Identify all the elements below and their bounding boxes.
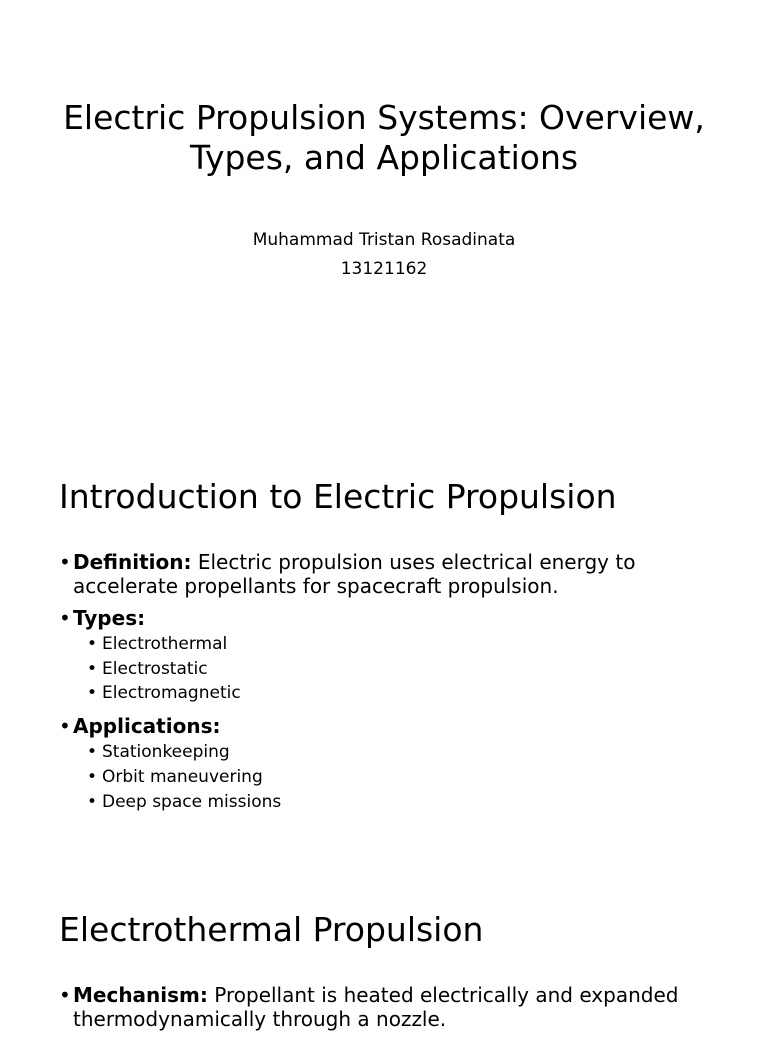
- bullet-dot: •: [59, 550, 71, 574]
- author-name: Muhammad Tristan Rosadinata: [252, 230, 516, 250]
- bullet-applications: [59, 714, 719, 814]
- sub-bullet-text: Electrothermal: [102, 634, 228, 654]
- sub-list-applications: [73, 740, 719, 814]
- sub-bullet-dot: •: [87, 683, 98, 704]
- sub-bullet: [73, 740, 719, 765]
- presentation-title: Electric Propulsion Systems: Overview, Types, and Applications: [63, 98, 705, 177]
- sub-bullet-text: Electrostatic: [102, 658, 208, 679]
- bullet-text: Propellant is heated electrically and expanded thermodynamically through a nozzle.: [73, 983, 679, 1031]
- bullet-list: [59, 983, 719, 1039]
- bullet-definition: [59, 550, 719, 598]
- slide-heading: Introduction to Electric Propulsion: [59, 477, 617, 516]
- sub-bullet-text: Electromagnetic: [102, 683, 241, 704]
- sub-list-types: [73, 632, 719, 706]
- sub-bullet-dot: •: [87, 658, 98, 679]
- title-slide: [0, 0, 768, 300]
- bullet-dot: •: [59, 714, 71, 739]
- sub-bullet-dot: •: [87, 791, 98, 812]
- sub-bullet: [73, 632, 719, 657]
- bullet-label: Definition:: [73, 550, 192, 574]
- sub-bullet-dot: •: [87, 634, 98, 654]
- sub-bullet: [73, 657, 719, 682]
- sub-bullet: [73, 765, 719, 790]
- bullet-types: [59, 606, 719, 706]
- sub-bullet-text: Orbit maneuvering: [102, 766, 263, 787]
- sub-bullet: [73, 681, 719, 706]
- sub-bullet: [73, 790, 719, 815]
- sub-bullet-text: Deep space missions: [102, 791, 282, 812]
- sub-bullet-dot: •: [87, 742, 98, 763]
- bullet-text: Electric propulsion uses electrical energy to accelerate propellants for spacecraft propulsion.: [73, 550, 636, 598]
- sub-bullet-text: Stationkeeping: [102, 742, 230, 763]
- bullet-label: Applications:: [73, 714, 221, 739]
- bullet-list: [59, 550, 719, 822]
- bullet-dot: •: [59, 983, 71, 1007]
- bullet-dot: •: [59, 606, 71, 630]
- bullet-label: Mechanism:: [73, 983, 208, 1007]
- student-id: 13121162: [340, 259, 428, 279]
- sub-bullet-dot: •: [87, 766, 98, 787]
- bullet-label: Types:: [73, 606, 146, 630]
- slide-heading: Electrothermal Propulsion: [59, 910, 484, 949]
